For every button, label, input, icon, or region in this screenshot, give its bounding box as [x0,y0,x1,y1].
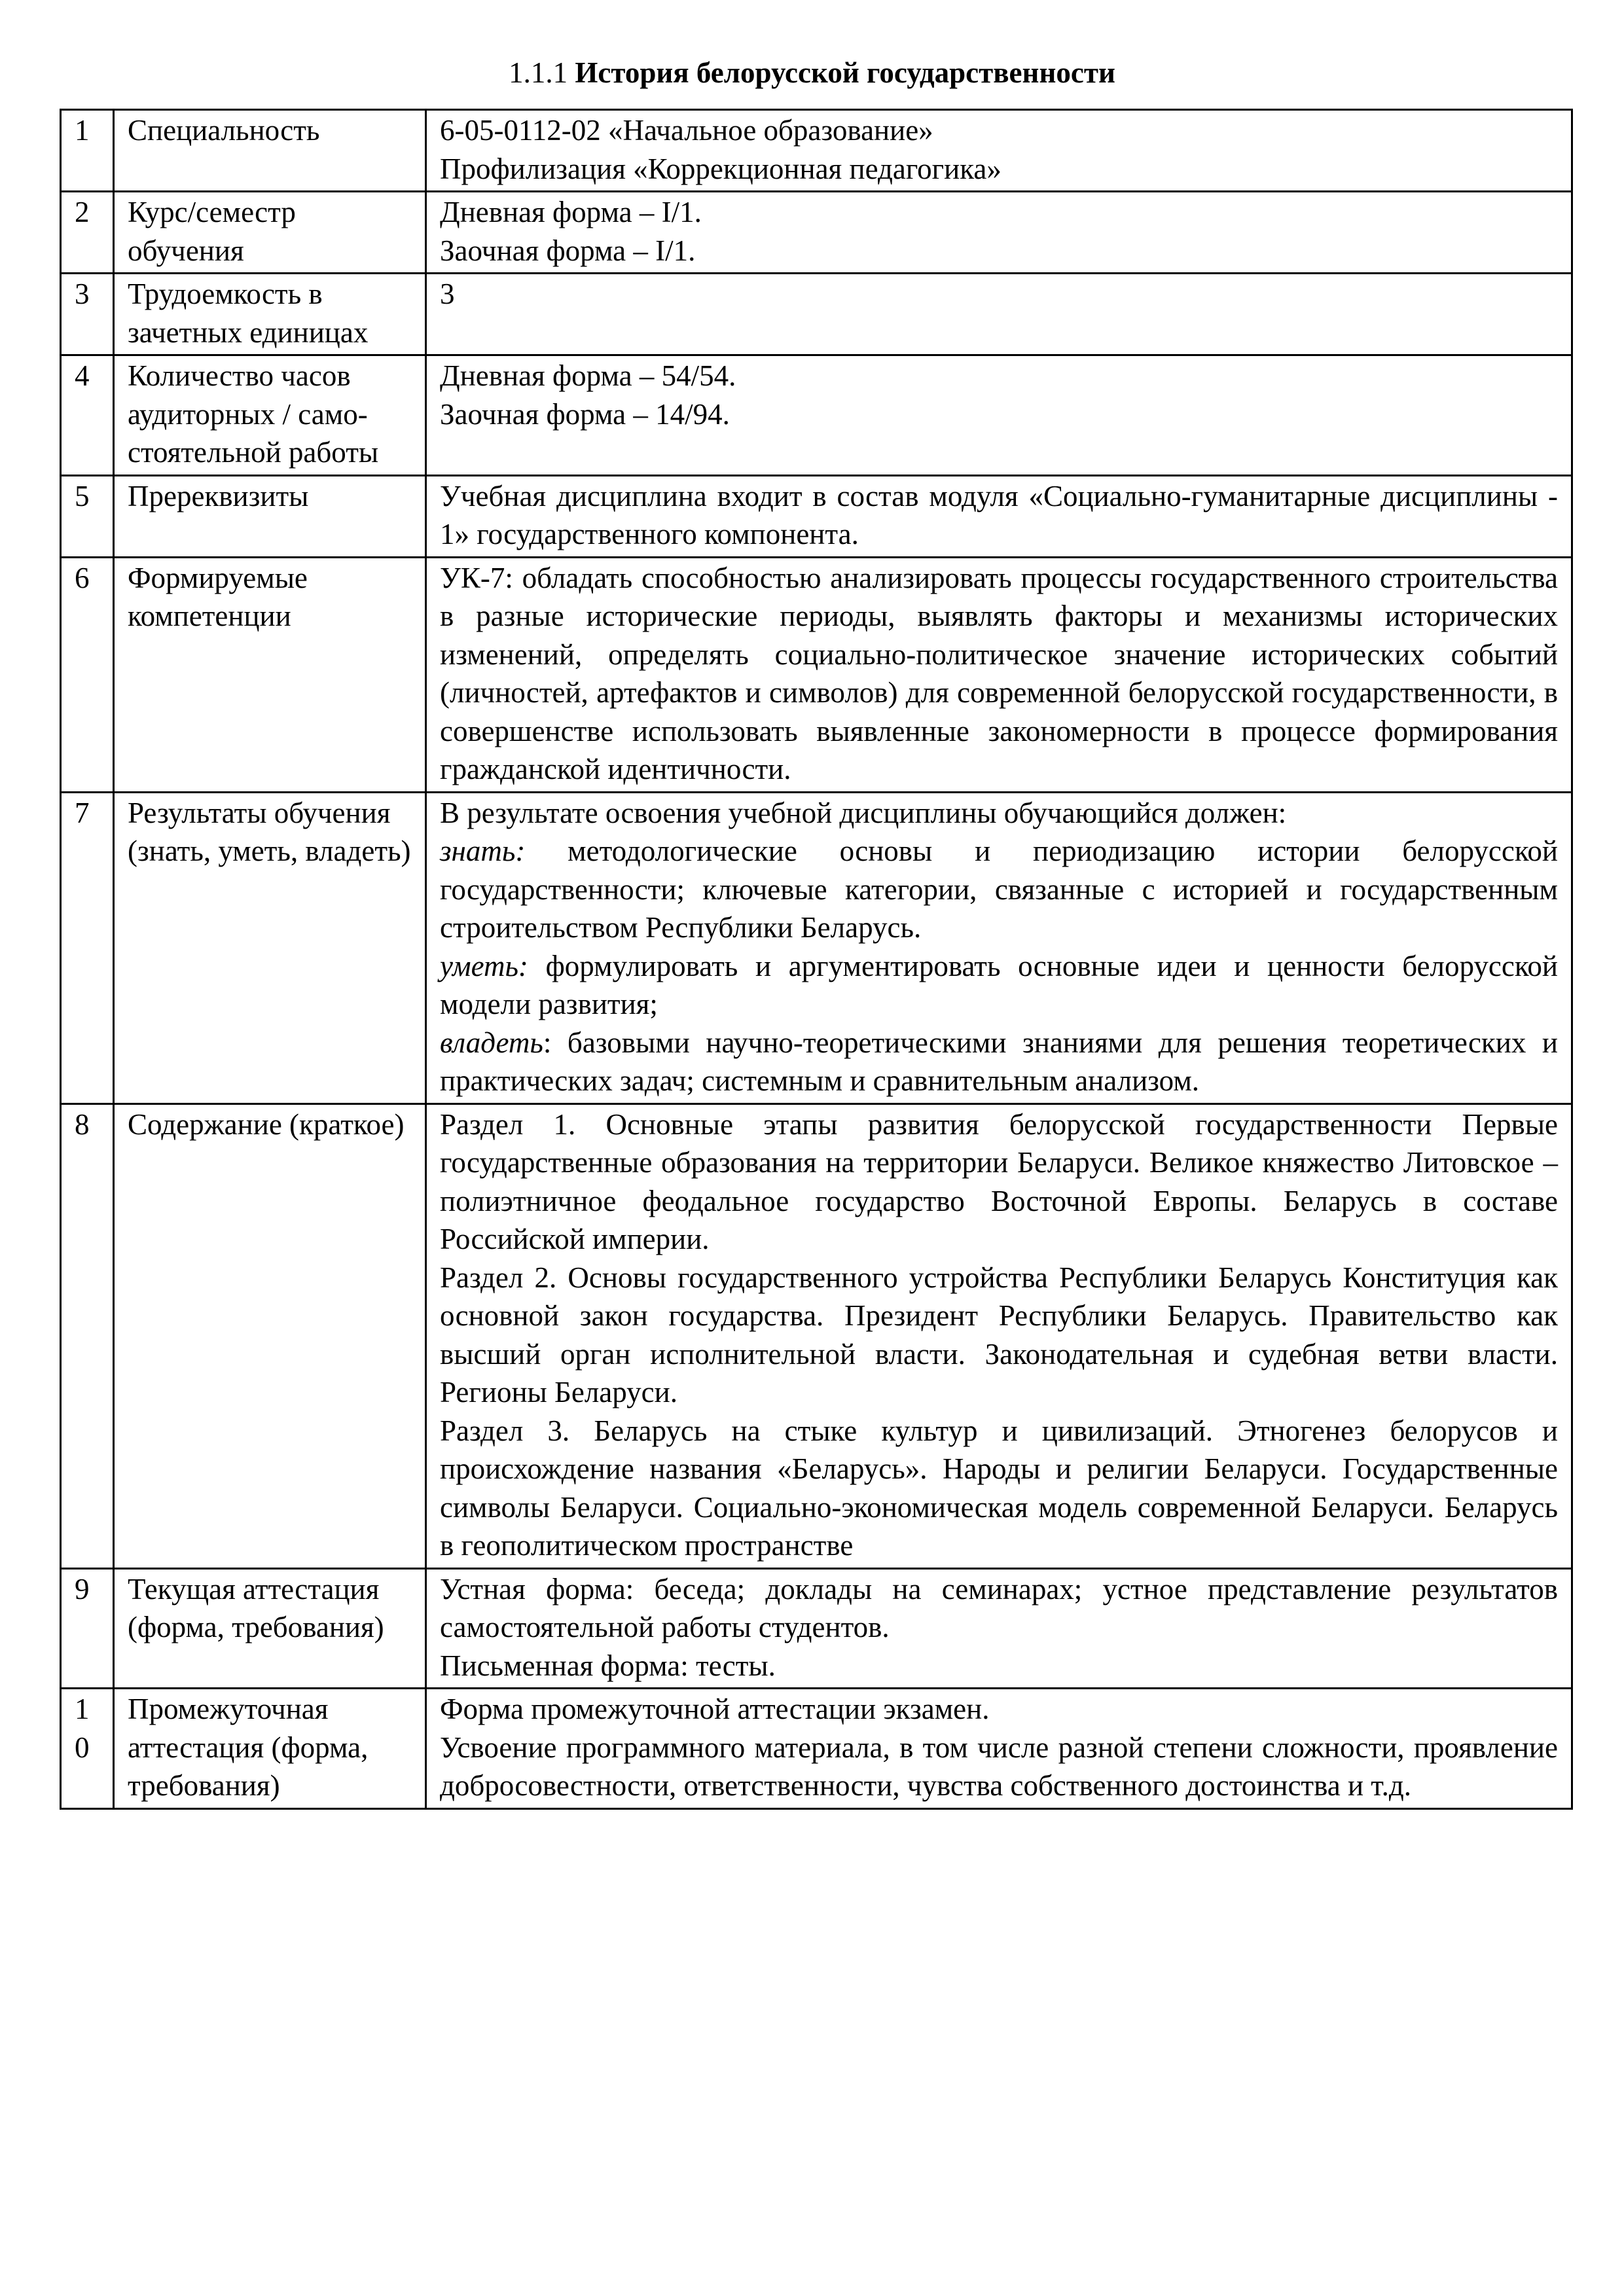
row-value [426,1568,1572,1689]
value-line: Дневная форма – I/1. [440,196,702,228]
row-label: Пререквизиты [114,475,426,557]
content-section-3: Раздел 3. Беларусь на стыке культур и цивилизаций. Этногенез белорусов и происхождение названия «Беларусь». Народы и религии Беларуси. Государственные символы Беларуси. Социально-экономическая модель современной Беларуси. Беларусь в геополитическом пространстве [440,1414,1558,1562]
row-number: 10 [61,1689,114,1809]
value-paragraph: Учебная дисциплина входит в состав модуля «Социально-гуманитарные дисциплины - 1» государственного компонента. [440,479,1558,550]
row-number: 8 [61,1103,114,1568]
content-section-2: Раздел 2. Основы государственного устройства Республики Беларусь Конституция как основной закон государства. Президент Республики Беларусь. Правительство как высший орган исполнительной власти. Законодательная и судебная ветви власти. Регионы Беларуси. [440,1261,1558,1408]
table-row [61,792,1572,1103]
value-line: Заочная форма – I/1. [440,234,696,267]
table-row [61,1568,1572,1689]
row-label: Содержание (краткое) [114,1103,426,1568]
row-label: Промежуточная аттестация (форма, требования) [114,1689,426,1809]
table-row [61,475,1572,557]
table-row [61,355,1572,476]
row-value [426,110,1572,192]
row-number: 3 [61,274,114,355]
outcome-own [440,1024,1558,1100]
value-paragraph: Устная форма: беседа; доклады на семинарах; устное представление результатов самостоятельной работы студентов. [440,1572,1558,1643]
table-row [61,1689,1572,1809]
row-number: 5 [61,475,114,557]
row-label: Трудоемкость в зачетных единицах [114,274,426,355]
row-number: 6 [61,557,114,792]
row-number: 4 [61,355,114,476]
section-heading [0,54,1624,92]
outcome-own-term: владеть [440,1026,543,1059]
value-paragraph: Письменная форма: тесты. [440,1649,776,1682]
table-row [61,1103,1572,1568]
row-label: Специальность [114,110,426,192]
outcome-can-term: уметь: [440,949,528,982]
row-number: 9 [61,1568,114,1689]
outcome-know [440,832,1558,947]
value-paragraph: Форма промежуточной аттестации экзамен. [440,1693,990,1725]
row-label: Количество часов аудиторных / само-стоятельной работы [114,355,426,476]
value-line: 3 [440,278,455,310]
outcome-can-text: формулировать и аргументировать основные идеи и ценности белорусской модели развития; [440,949,1558,1020]
row-label: Результаты обучения (знать, уметь, владеть) [114,792,426,1103]
section-title: История белорусской государственности [575,56,1115,89]
table-row [61,274,1572,355]
outcome-know-text: методологические основы и периодизацию истории белорусской государственности; ключевые категории, связанные с историей и государственным строительством Республики Беларусь. [440,834,1558,944]
outcome-can [440,947,1558,1024]
row-label: Текущая аттестация (форма, требования) [114,1568,426,1689]
row-value [426,192,1572,274]
row-value [426,1689,1572,1809]
table-row [61,110,1572,192]
content-section-1: Раздел 1. Основные этапы развития белорусской государственности Первые государственные образования на территории Беларуси. Великое княжество Литовское – полиэтничное феодальное государство Восточной Европы. Беларусь в составе Российской империи. [440,1107,1558,1255]
value-line: Профилизация «Коррекционная педагогика» [440,152,1001,185]
table-row [61,192,1572,274]
course-info-table [60,109,1573,1810]
row-value [426,475,1572,557]
value-line: 6-05-0112-02 «Начальное образование» [440,114,933,147]
competence-text: УК-7: обладать способностью анализировать процессы государственного строительства в разные исторические периоды, выявлять факторы и механизмы исторических изменений, определять социально-политическое значение исторических событий (личностей, артефактов и символов) для современной белорусской государственности, в совершенстве использовать выявленные закономерности в процессе формирования гражданской идентичности. [440,561,1558,785]
row-label: Курс/семестр обучения [114,192,426,274]
row-label: Формируемые компетенции [114,557,426,792]
outcome-know-term: знать: [440,834,526,867]
table-row [61,557,1572,792]
value-line: Заочная форма – 14/94. [440,397,730,431]
row-value [426,1103,1572,1568]
row-value [426,355,1572,476]
value-paragraph: Усвоение программного материала, в том числе разной степени сложности, проявление добросовестности, ответственности, чувства собственного достоинства и т.д. [440,1731,1558,1802]
row-number: 2 [61,192,114,274]
learning-outcomes-intro: В результате освоения учебной дисциплины обучающийся должен: [440,796,1287,829]
value-line: Дневная форма – 54/54. [440,359,736,392]
row-number: 1 [61,110,114,192]
row-value [426,557,1572,792]
row-value [426,792,1572,1103]
row-value [426,274,1572,355]
section-number: 1.1.1 [509,56,568,89]
row-number: 7 [61,792,114,1103]
outcome-own-text: : базовыми научно-теоретическими знаниями для решения теоретических и практических задач; системным и сравнительным анализом. [440,1026,1558,1097]
